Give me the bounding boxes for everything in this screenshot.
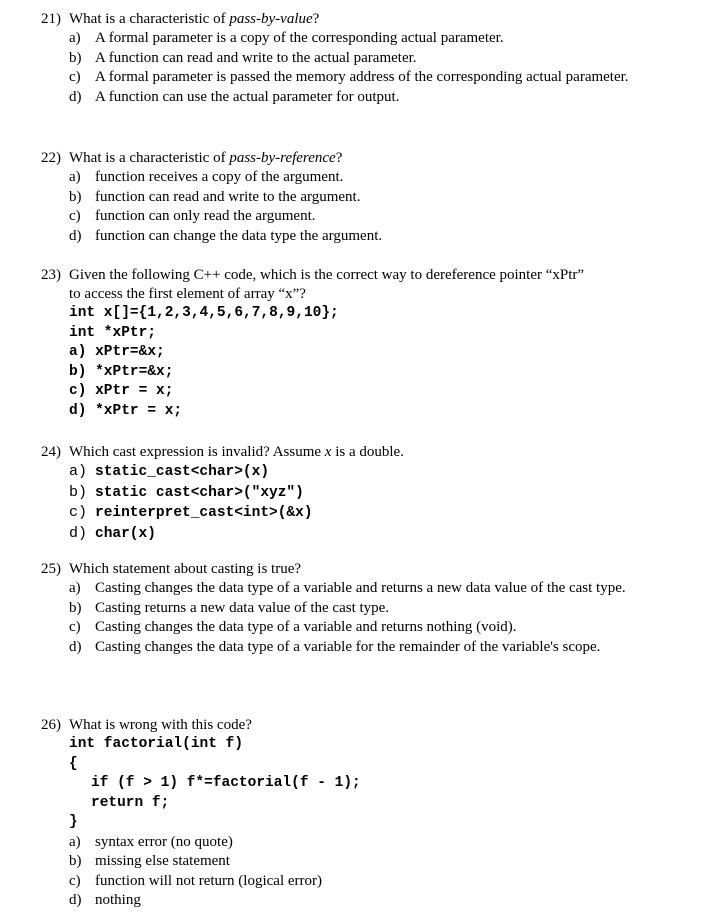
option-24a: a) static_cast<char>(x)	[69, 463, 270, 480]
code-line: {	[69, 755, 78, 772]
option-25c: c) Casting changes the data type of a variable and returns nothing (void).	[69, 619, 517, 635]
question-24	[41, 443, 681, 544]
option-21b: b) A function can read and write to the actual parameter.	[69, 49, 417, 66]
option-24d: d) char(x)	[69, 524, 156, 542]
option-23c: c) xPtr = x;	[69, 383, 174, 399]
question-26-prompt: 26) What is wrong with this code?	[41, 717, 252, 733]
question-21	[41, 10, 681, 107]
option-25a: a) Casting changes the data type of a variable and returns a new data value of the cast type.	[69, 580, 626, 596]
option-26c: c) function will not return (logical error)	[69, 872, 323, 889]
code-line: }	[69, 814, 78, 830]
question-23	[41, 266, 681, 421]
code-line: int factorial(int f)	[69, 736, 244, 752]
code-line: return f;	[91, 794, 170, 811]
option-23b: b) *xPtr=&x;	[69, 363, 174, 380]
question-25	[41, 560, 681, 657]
option-21d: d) A function can use the actual parameter for output.	[69, 88, 400, 105]
option-22b: b) function can read and write to the argument.	[69, 188, 361, 205]
option-26b: b) missing else statement	[69, 853, 230, 869]
option-24c: c) reinterpret_cast<int>(&x)	[69, 504, 313, 521]
question-26	[41, 716, 681, 911]
question-25-prompt: 25) Which statement about casting is true?	[41, 561, 302, 577]
code-line: int x[]={1,2,3,4,5,6,7,8,9,10};	[69, 305, 339, 321]
question-23-prompt-cont: to access the first element of array “x”?	[69, 286, 306, 302]
option-25b: b) Casting returns a new data value of the cast type.	[69, 599, 390, 616]
question-24-prompt: 24) Which cast expression is invalid? Assume x is a double.	[41, 444, 404, 460]
option-21c: c) A formal parameter is passed the memory address of the corresponding actual parameter.	[69, 69, 629, 85]
question-23-prompt: 23) Given the following C++ code, which is the correct way to dereference pointer “xPtr”	[41, 267, 585, 283]
option-23d: d) *xPtr = x;	[69, 402, 183, 419]
question-22	[41, 149, 681, 246]
code-line: if (f > 1) f*=factorial(f - 1);	[91, 775, 361, 791]
option-25d: d) Casting changes the data type of a variable for the remainder of the variable's scope.	[69, 638, 601, 655]
code-line: int *xPtr;	[69, 324, 157, 341]
option-22d: d) function can change the data type the argument.	[69, 227, 383, 244]
option-22a: a) function receives a copy of the argument.	[69, 169, 344, 185]
option-24b: b) static cast<char>("xyz")	[69, 483, 304, 501]
question-21-prompt: 21) What is a characteristic of pass-by-value?	[41, 11, 320, 27]
option-26a: a) syntax error (no quote)	[69, 833, 233, 850]
option-23a: a) xPtr=&x;	[69, 344, 165, 360]
option-22c: c) function can only read the argument.	[69, 208, 316, 224]
option-26d: d) nothing	[69, 892, 141, 908]
option-21a: a) A formal parameter is a copy of the corresponding actual parameter.	[69, 30, 504, 46]
question-22-prompt: 22) What is a characteristic of pass-by-reference?	[41, 150, 343, 166]
